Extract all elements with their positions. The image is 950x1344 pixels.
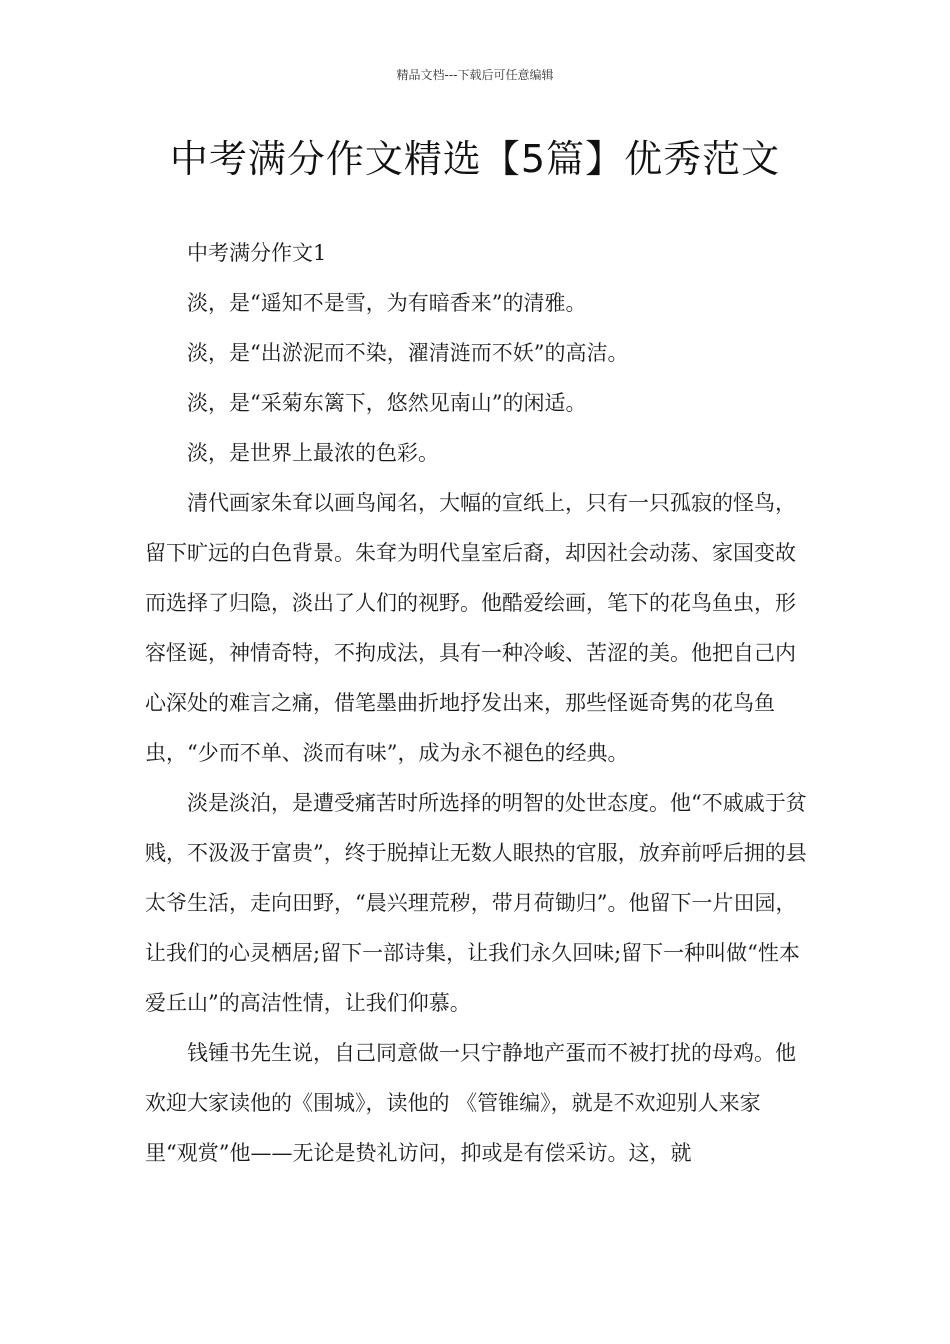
- page-title: 中考满分作文精选【5篇】优秀范文: [169, 137, 781, 181]
- paragraph: 清代画家朱耷以画鸟闻名，大幅的宣纸上，只有一只孤寂的怪鸟，留下旷远的白色背景。朱耷为明代皇室后裔，却因社会动荡、家国变故而选择了归隐，淡出了人们的视野。他酷爱绘画，笔下的花鸟鱼虫，形容怪诞，神情奇特，不拘成法，具有一种冷峻、苦涩的美。他把自己内心深处的难言之痛，借笔墨曲折地抒发出来，那些怪诞奇隽的花鸟鱼虫，“少而不单、淡而有味”，成为永不褪色的经典。: [145, 491, 796, 765]
- paragraph: 淡，是“采菊东篱下，悠然见南山”的闲适。: [187, 391, 587, 415]
- article-body: [145, 228, 810, 1178]
- header-note: 精品文档---下载后可任意编辑: [396, 68, 554, 82]
- paragraph: 淡是淡泊，是遭受痛苦时所选择的明智的处世态度。他“不戚戚于贫贱，不汲汲于富贵”，终于脱掉让无数人眼热的官服，放弃前呼后拥的县太爷生活，走向田野，“晨兴理荒秽，带月荷锄归”。他留下一片田园，让我们的心灵栖居;留下一部诗集，让我们永久回味;留下一种叫做“性本爱丘山”的高洁性情，让我们仰慕。: [145, 791, 807, 1015]
- paragraph: 淡，是世界上最浓的色彩。: [187, 441, 439, 465]
- paragraph: 淡，是“出淤泥而不染，濯清涟而不妖”的高洁。: [187, 341, 629, 365]
- essay-heading: 中考满分作文1: [187, 241, 327, 265]
- paragraph: 钱锺书先生说，自己同意做一只宁静地产蛋而不被打扰的母鸡。他欢迎大家读他的《围城》，读他的 《管锥编》，就是不欢迎别人来家里“观赏”他——无论是贽礼访问，抑或是有偿采访。这，就: [145, 1041, 796, 1165]
- paragraph: 淡，是“遥知不是雪，为有暗香来”的清雅。: [187, 291, 587, 315]
